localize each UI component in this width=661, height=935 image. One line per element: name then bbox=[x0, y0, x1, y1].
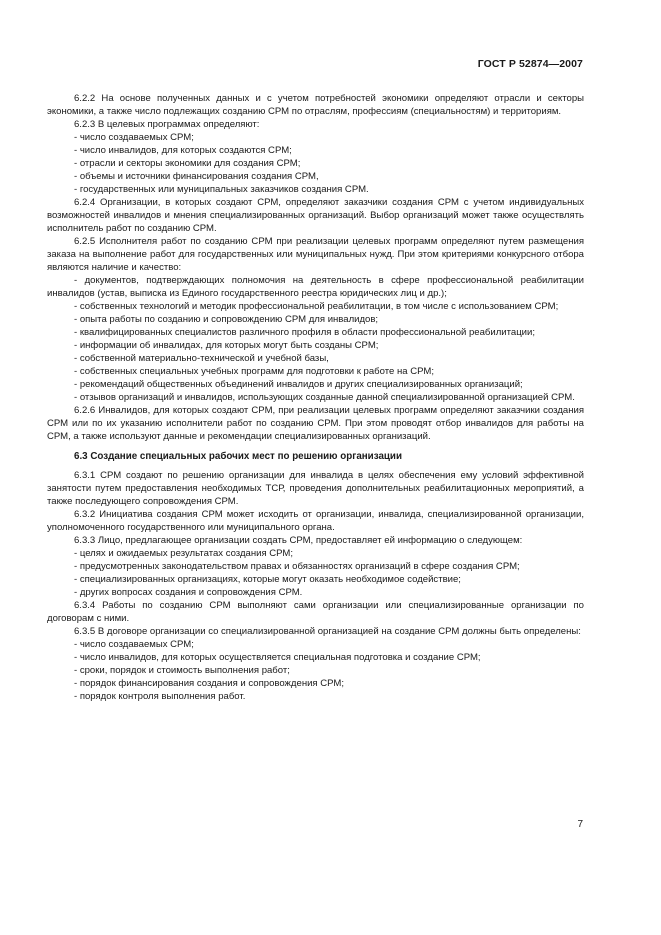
standard-code: ГОСТ Р 52874—2007 bbox=[477, 58, 583, 70]
list-item: - сроки, порядок и стоимость выполнения работ; bbox=[74, 665, 290, 676]
document-body bbox=[47, 92, 584, 703]
paragraph: 6.3.2 Инициатива создания СРМ может исходить от организации, инвалида, специализированной организации, уполномоченного государственного или муниципального органа. bbox=[47, 509, 584, 533]
paragraph: 6.3.5 В договоре организации со специализированной организацией на создание СРМ должны быть определены: bbox=[74, 626, 581, 637]
list-item: - отрасли и секторы экономики для создания СРМ; bbox=[74, 158, 301, 169]
list-item: - собственной материально-технической и учебной базы, bbox=[74, 353, 329, 364]
paragraph: 6.3.1 СРМ создают по решению организации для инвалида в целях обеспечения ему условий эффективной занятости путем предоставления необходимых ТСР, проведения дополнительных реабилитационных мероприятий, а также последующего сопровождения СРМ. bbox=[47, 470, 584, 507]
paragraph: 6.2.4 Организации, в которых создают СРМ, определяют заказчики создания СРМ с учетом индивидуальных возможностей инвалидов и мнения специализированных организаций. Выбор организаций может также осуществлять исполнитель работ по созданию СРМ. bbox=[47, 197, 584, 234]
list-item: - число инвалидов, для которых осуществляется специальная подготовка и создание СРМ; bbox=[74, 652, 481, 663]
list-item: - собственных технологий и методик профессиональной реабилитации, в том числе с использованием СРМ; bbox=[74, 301, 559, 312]
list-item: - государственных или муниципальных заказчиков создания СРМ. bbox=[74, 184, 369, 195]
list-item: - специализированных организациях, которые могут оказать необходимое содействие; bbox=[74, 574, 461, 585]
list-item: - квалифицированных специалистов различного профиля в области профессиональной реабилитации; bbox=[74, 327, 535, 338]
list-item: - других вопросах создания и сопровождения СРМ. bbox=[74, 587, 303, 598]
list-item: - опыта работы по созданию и сопровождению СРМ для инвалидов; bbox=[74, 314, 379, 325]
list-item: - объемы и источники финансирования создания СРМ, bbox=[74, 171, 319, 182]
list-item: - предусмотренных законодательством правах и обязанностях организаций в сфере создания СРМ; bbox=[74, 561, 520, 572]
paragraph: 6.2.6 Инвалидов, для которых создают СРМ, при реализации целевых программ определяют заказчики создания СРМ или по их указанию исполнители работ по созданию СРМ. При этом проводят отбор инвалидов для работы на СРМ, а также используют данные и рекомендации специализированных организаций. bbox=[47, 405, 584, 442]
list-item: - число создаваемых СРМ; bbox=[74, 132, 194, 143]
list-item: - отзывов организаций и инвалидов, использующих созданные данной специализированной организацией СРМ. bbox=[74, 392, 575, 403]
list-item: - собственных специальных учебных программ для подготовки к работе на СРМ; bbox=[74, 366, 434, 377]
list-item: - информации об инвалидах, для которых могут быть созданы СРМ; bbox=[74, 340, 379, 351]
section-heading: 6.3 Создание специальных рабочих мест по решению организации bbox=[74, 451, 402, 462]
list-item: - порядок финансирования создания и сопровождения СРМ; bbox=[74, 678, 345, 689]
paragraph: 6.2.2 На основе полученных данных и с учетом потребностей экономики определяют отрасли и секторы экономики, а также число подлежащих созданию СРМ по отраслям, профессиям (специальностям) и территориям. bbox=[47, 93, 584, 117]
paragraph: 6.2.3 В целевых программах определяют: bbox=[74, 119, 260, 130]
list-item: - рекомендаций общественных объединений инвалидов и других специализированных организаций; bbox=[74, 379, 523, 390]
list-item: - число создаваемых СРМ; bbox=[74, 639, 194, 650]
list-item: - порядок контроля выполнения работ. bbox=[74, 691, 246, 702]
list-item: - целях и ожидаемых результатах создания СРМ; bbox=[74, 548, 294, 559]
list-item: - документов, подтверждающих полномочия на деятельность в сфере профессиональной реабилитации инвалидов (устав, выписка из Единого государственного реестра юридических лиц и др.); bbox=[47, 275, 584, 299]
list-item: - число инвалидов, для которых создаются СРМ; bbox=[74, 145, 292, 156]
paragraph: 6.2.5 Исполнителя работ по созданию СРМ при реализации целевых программ определяют путем размещения заказа на выполнение работ для государственных или муниципальных нужд. При этом критериями конкурсного отбора являются наличие и качество: bbox=[47, 236, 584, 273]
page-number: 7 bbox=[577, 819, 583, 830]
paragraph: 6.3.4 Работы по созданию СРМ выполняют сами организации или специализированные организации по договорам с ними. bbox=[47, 600, 584, 624]
paragraph: 6.3.3 Лицо, предлагающее организации создать СРМ, предоставляет ей информацию о следующем: bbox=[74, 535, 523, 546]
